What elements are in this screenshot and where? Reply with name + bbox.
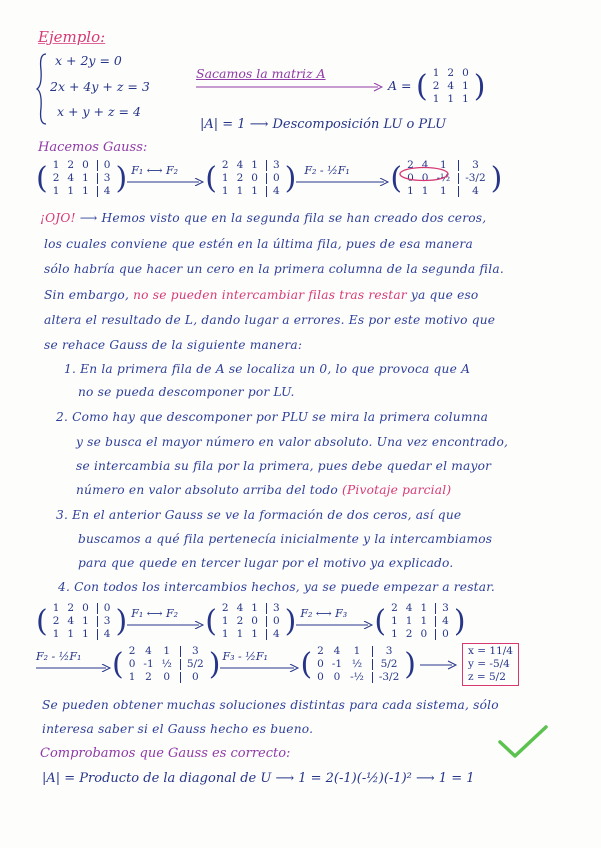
- determinant-line: |A| = 1 ⟶ Descomposición LU o PLU: [200, 117, 447, 132]
- matrix-cell: 1: [221, 628, 229, 640]
- paragraph-line-3: sólo habría que hacer un cero en la primera columna de la segunda fila.: [44, 262, 504, 276]
- matrix-cell: 0: [420, 628, 428, 640]
- matrix-cell: 1: [82, 172, 89, 184]
- list-item-2-line-1: 2. Como hay que descomponer por PLU se mira la primera columna: [56, 410, 489, 424]
- matrix-cell: 4: [333, 645, 341, 657]
- matrix-cell: 1: [221, 172, 229, 184]
- matrix-cell: 0: [163, 671, 171, 683]
- pivotaje-label: (Pivotaje parcial): [342, 483, 452, 497]
- matrix-cell: 1: [221, 185, 229, 197]
- op-subtract-f2-b: F₂ - ½F₁: [36, 650, 112, 680]
- matrix-row: [388, 616, 452, 627]
- matrix-cell: 0: [128, 658, 136, 670]
- page-title: Ejemplo:: [38, 28, 106, 46]
- matrix-cell: 4: [405, 602, 413, 614]
- matrix-row: [50, 173, 114, 184]
- matrix-cell: 2: [67, 159, 75, 171]
- matrix-step3-b: [312, 644, 404, 685]
- zeros-circle-icon: [398, 166, 450, 182]
- matrix-cell: 1: [421, 185, 429, 197]
- matrix-cell: 3: [266, 160, 283, 171]
- matrix-cell: 4: [458, 186, 488, 197]
- matrix-cell: 4: [236, 159, 244, 171]
- matrix-cell: 1: [52, 185, 60, 197]
- matrix-row: [430, 81, 472, 92]
- matrix-cell: -3/2: [372, 672, 402, 683]
- matrix-cell: -3/2: [458, 173, 488, 184]
- matrix-cell: 1: [420, 615, 428, 627]
- paragraph-line-5: altera el resultado de L, dando lugar a errores. Es por este motivo que: [44, 313, 496, 327]
- matrix-row: [50, 603, 114, 614]
- op-subtract-f3: F₃ - ½F₁: [220, 650, 300, 680]
- matrix-cell: 1: [251, 602, 258, 614]
- matrix-a-table: [428, 66, 474, 107]
- matrix-cell: 0: [421, 172, 429, 184]
- matrix-row: [404, 186, 489, 197]
- matrix-cell: 1: [353, 645, 361, 657]
- matrix-cell: 1: [439, 159, 447, 171]
- solution-z: z = 5/2: [468, 671, 506, 683]
- matrix-cell: 0: [82, 602, 89, 614]
- matrix-cell: 3: [180, 646, 207, 657]
- list-item-3-line-3: para que quede en tercer lugar por el motivo ya explicado.: [78, 556, 454, 570]
- matrix-cell: 0: [317, 671, 324, 683]
- matrix-cell: -1: [143, 658, 154, 670]
- matrix-cell: 5/2: [372, 659, 402, 670]
- list-item-2-line-3: se intercambia su fila por la primera, pues debe quedar el mayor: [76, 459, 492, 473]
- matrix-step1-a: [48, 158, 116, 199]
- matrix-cell: 3: [97, 173, 114, 184]
- matrix-cell: 1: [221, 615, 229, 627]
- op-swap-f1-f2-b: F₁ ⟷ F₂: [127, 607, 205, 637]
- matrix-cell: 2: [447, 67, 455, 79]
- matrix-cell: 3: [458, 160, 488, 171]
- matrix-cell: 1: [82, 615, 89, 627]
- solution-y: y = -5/4: [468, 658, 510, 670]
- matrix-cell: 4: [67, 172, 75, 184]
- matrix-cell: 2: [221, 159, 229, 171]
- matrix-cell: ½: [161, 658, 172, 670]
- matrix-cell: 1: [432, 93, 440, 105]
- matrix-row: [219, 603, 283, 614]
- matrix-cell: -½: [436, 172, 451, 184]
- matrix-cell: 1: [420, 602, 428, 614]
- matrix-row: [219, 173, 283, 184]
- matrix-row: [388, 629, 452, 640]
- gauss-step-2: ( 1 2 0 0 2 4 1 3 1 1 1 4 ) F₁ ⟷ F₂ ( 2 4 1 3 1 2 0 0 1 1 1 4 ) F₂ ⟷ F₃ ( 2 4 1 3 1 1 1 4 1 2 0 0 ): [36, 602, 466, 640]
- gauss-heading: Hacemos Gauss:: [38, 140, 148, 155]
- op-subtract-f2: F₂ - ½F₁: [296, 164, 390, 194]
- matrix-cell: 0: [97, 603, 114, 614]
- checkmark-icon: [497, 724, 549, 760]
- matrix-cell: 4: [421, 159, 429, 171]
- matrix-cell: 2: [407, 159, 414, 171]
- matrix-step1-b: [217, 158, 285, 199]
- matrix-row: [314, 672, 402, 683]
- matrix-row: [314, 646, 402, 657]
- matrix-step3-a: [124, 644, 209, 685]
- arrow-right-icon: [196, 83, 386, 93]
- list-item-1-line-1: 1. En la primera fila de A se localiza un 0, lo que provoca que A: [64, 362, 471, 376]
- matrix-cell: 2: [317, 645, 324, 657]
- matrix-cell: 4: [97, 186, 114, 197]
- matrix-row: [430, 68, 472, 79]
- matrix-cell: 0: [180, 672, 207, 683]
- matrix-cell: 0: [266, 616, 283, 627]
- matrix-step2-a: [48, 601, 116, 642]
- matrix-cell: 3: [372, 646, 402, 657]
- matrix-row: [50, 160, 114, 171]
- solution-x: x = 11/4: [468, 645, 513, 657]
- equation-2: 2x + 4y + z = 3: [50, 79, 150, 94]
- matrix-cell: 5/2: [180, 659, 207, 670]
- matrix-cell: 1: [236, 628, 244, 640]
- op-swap-f2-f3: F₂ ⟷ F₃: [296, 607, 374, 637]
- matrix-cell: 1: [52, 602, 60, 614]
- matrix-cell: ½: [351, 658, 363, 670]
- matrix-cell: 2: [67, 602, 75, 614]
- matrix-cell: 1: [67, 185, 75, 197]
- matrix-cell: 0: [317, 658, 324, 670]
- list-item-1-line-2: no se pueda descomponer por LU.: [78, 385, 295, 399]
- list-item-3-line-1: 3. En el anterior Gauss se ve la formación de dos ceros, así que: [56, 508, 462, 522]
- matrix-row: [219, 629, 283, 640]
- arrow-right-icon: [420, 660, 458, 670]
- matrix-cell: 2: [145, 671, 152, 683]
- list-item-2-line-4: número en valor absoluto arriba del todo (Pivotaje parcial): [76, 483, 452, 497]
- matrix-cell: 1: [251, 185, 258, 197]
- paragraph-line-6: se rehace Gauss de la siguiente manera:: [44, 338, 303, 352]
- equation-system: [36, 52, 48, 130]
- gauss-step-3: F₂ - ½F₁ ( 2 4 1 3 0 -1 ½ 5/2 1 2 0 0 ) F₃ - ½F₁ ( 2 4 1 3 0 -1 ½ 5/2 0 0 -½ -3/2 ) x = 11/4 y = -5/4 z = 5/2: [36, 643, 519, 686]
- matrix-cell: 2: [391, 602, 398, 614]
- matrix-cell: 0: [97, 160, 114, 171]
- matrix-cell: 2: [52, 615, 60, 627]
- matrix-cell: 2: [432, 80, 440, 92]
- matrix-cell: 2: [236, 615, 244, 627]
- matrix-a-label: A =: [388, 78, 412, 93]
- matrix-row: [219, 186, 283, 197]
- solution-box: [462, 643, 519, 686]
- matrix-cell: 1: [432, 67, 440, 79]
- matrix-cell: 0: [251, 172, 258, 184]
- matrix-cell: 1: [82, 628, 89, 640]
- matrix-row: [50, 616, 114, 627]
- ojo-label: ¡OJO!: [40, 211, 76, 225]
- matrix-cell: 1: [52, 628, 60, 640]
- matrix-a: ( 1 2 0 2 4 1 1 1 1 ): [416, 67, 486, 105]
- matrix-cell: 4: [435, 616, 452, 627]
- matrix-cell: 0: [435, 629, 452, 640]
- matrix-cell: 4: [266, 186, 283, 197]
- list-item-2-line-2: y se busca el mayor número en valor absoluto. Una vez encontrado,: [76, 435, 509, 449]
- matrix-row: [430, 94, 472, 105]
- matrix-step2-b: [217, 601, 285, 642]
- matrix-cell: 1: [462, 93, 469, 105]
- matrix-cell: 2: [52, 172, 60, 184]
- matrix-cell: 1: [251, 159, 258, 171]
- matrix-cell: 3: [97, 616, 114, 627]
- equation-3: x + y + z = 4: [57, 104, 141, 119]
- matrix-cell: 1: [405, 615, 413, 627]
- op-swap-f1-f2: F₁ ⟷ F₂: [127, 164, 205, 194]
- matrix-cell: 0: [266, 173, 283, 184]
- extract-matrix-note: Sacamos la matriz A: [196, 66, 326, 81]
- matrix-cell: 3: [266, 603, 283, 614]
- matrix-row: [219, 616, 283, 627]
- matrix-cell: 1: [251, 628, 258, 640]
- list-item-3-line-2: buscamos a qué fila pertenecía inicialmente y la intercambiamos: [78, 532, 493, 546]
- matrix-cell: -½: [350, 671, 364, 683]
- matrix-cell: 1: [407, 185, 414, 197]
- matrix-row: [314, 659, 402, 670]
- check-line: |A| = Producto de la diagonal de U ⟶ 1 = 2(-1)(-½)(-1)² ⟶ 1 = 1: [42, 771, 475, 786]
- matrix-cell: -1: [331, 658, 343, 670]
- matrix-cell: 4: [236, 602, 244, 614]
- matrix-step2-c: [386, 601, 454, 642]
- matrix-cell: 1: [52, 159, 60, 171]
- matrix-cell: 0: [462, 67, 469, 79]
- matrix-cell: 0: [333, 671, 341, 683]
- matrix-cell: 1: [163, 645, 171, 657]
- note-line-2: interesa saber si el Gauss hecho es bueno.: [42, 722, 314, 736]
- matrix-row: [126, 672, 207, 683]
- matrix-cell: 1: [391, 615, 398, 627]
- matrix-cell: 1: [447, 93, 455, 105]
- matrix-cell: 1: [462, 80, 469, 92]
- check-heading: Comprobamos que Gauss es correcto:: [40, 746, 291, 761]
- matrix-cell: 4: [145, 645, 152, 657]
- matrix-row: [50, 629, 114, 640]
- matrix-cell: 4: [447, 80, 455, 92]
- matrix-row: [126, 646, 207, 657]
- matrix-cell: 0: [407, 172, 414, 184]
- left-brace-icon: [36, 52, 48, 126]
- matrix-row: [50, 186, 114, 197]
- matrix-cell: 1: [439, 185, 447, 197]
- note-line-1: Se pueden obtener muchas soluciones distintas para cada sistema, sólo: [42, 698, 499, 712]
- matrix-cell: 2: [221, 602, 229, 614]
- list-item-4-line-1: 4. Con todos los intercambios hechos, ya se puede empezar a restar.: [58, 580, 495, 594]
- matrix-cell: 1: [391, 628, 398, 640]
- matrix-cell: 2: [236, 172, 244, 184]
- matrix-cell: 2: [405, 628, 413, 640]
- matrix-row: [126, 659, 207, 670]
- paragraph-line-4: Sin embargo, no se pueden intercambiar filas tras restar ya que eso: [44, 288, 479, 302]
- matrix-cell: 0: [82, 159, 89, 171]
- matrix-row: [388, 603, 452, 614]
- matrix-cell: 2: [128, 645, 136, 657]
- matrix-row: [219, 160, 283, 171]
- matrix-cell: 4: [266, 629, 283, 640]
- matrix-cell: 1: [67, 628, 75, 640]
- paragraph-line-2: los cuales conviene que estén en la última fila, pues de esa manera: [44, 237, 473, 251]
- matrix-cell: 4: [67, 615, 75, 627]
- warning-line-1: ¡OJO! ⟶ Hemos visto que en la segunda fila se han creado dos ceros,: [40, 211, 487, 225]
- equation-1: x + 2y = 0: [55, 53, 122, 68]
- matrix-cell: 4: [97, 629, 114, 640]
- matrix-cell: 1: [236, 185, 244, 197]
- matrix-cell: 0: [251, 615, 258, 627]
- matrix-cell: 1: [82, 185, 89, 197]
- gauss-step-1: ( 1 2 0 0 2 4 1 3 1 1 1 4 ) F₁ ⟷ F₂ ( 2 4 1 3 1 2 0 0 1 1 1 4 ) F₂ - ½F₁ ( 2 4 1 3 0 0 -½ -3/2 1 1 1 4 ): [36, 159, 503, 197]
- matrix-cell: 1: [128, 671, 136, 683]
- matrix-cell: 3: [435, 603, 452, 614]
